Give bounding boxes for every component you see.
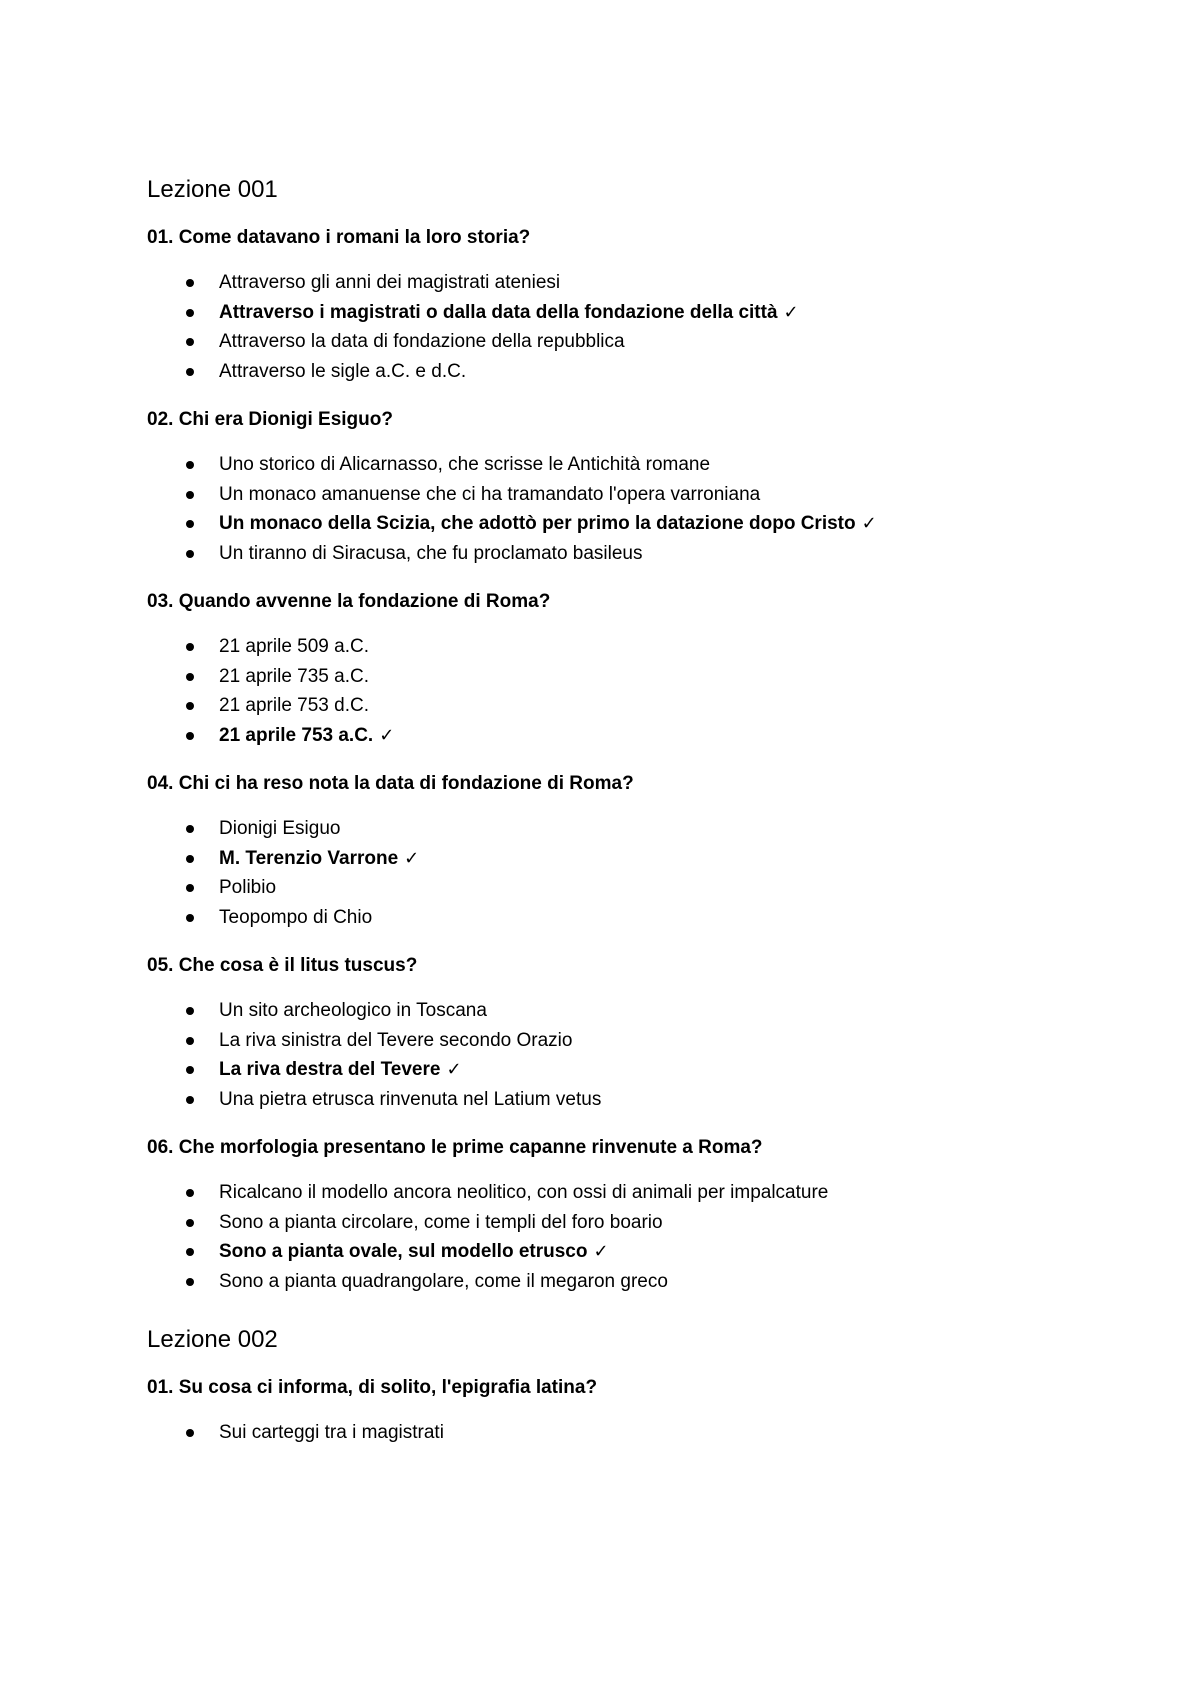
- answer-item: [147, 873, 1127, 903]
- answer-item-correct: [147, 1237, 1127, 1267]
- bullet-icon: [186, 1007, 194, 1015]
- answer-list: [147, 450, 1127, 568]
- answer-text: Attraverso la data di fondazione della repubblica: [219, 331, 625, 352]
- answer-text: M. Terenzio Varrone: [219, 847, 399, 869]
- answer-text: 21 aprile 753 d.C.: [219, 695, 369, 716]
- answer-list: [147, 1178, 1127, 1296]
- bullet-icon: [186, 309, 194, 317]
- checkmark-icon: ✓: [404, 847, 420, 869]
- bullet-icon: [186, 338, 194, 346]
- checkmark-icon: ✓: [379, 724, 395, 746]
- bullet-icon: [186, 550, 194, 558]
- answer-text: Sono a pianta circolare, come i templi del foro boario: [219, 1211, 663, 1233]
- answer-text: Attraverso i magistrati o dalla data della fondazione della città: [219, 301, 778, 323]
- question-title: 02. Chi era Dionigi Esiguo?: [147, 409, 393, 430]
- answer-item: [147, 1208, 1127, 1238]
- checkmark-icon: ✓: [861, 513, 877, 534]
- checkmark-icon: ✓: [783, 301, 799, 323]
- answer-text: Attraverso le sigle a.C. e d.C.: [219, 360, 467, 382]
- answer-item-correct: [147, 1055, 1127, 1085]
- question-block: [147, 224, 1127, 386]
- question-title: 06. Che morfologia presentano le prime capanne rinvenute a Roma?: [147, 1137, 763, 1158]
- bullet-icon: [186, 825, 194, 833]
- bullet-icon: [186, 368, 194, 376]
- bullet-icon: [186, 1248, 194, 1256]
- answer-item: [147, 1418, 1127, 1448]
- answer-text: Sono a pianta ovale, sul modello etrusco: [219, 1241, 588, 1262]
- bullet-icon: [186, 279, 194, 287]
- answer-text: 21 aprile 509 a.C.: [219, 636, 369, 657]
- bullet-icon: [186, 491, 194, 499]
- answer-list: [147, 632, 1127, 750]
- answer-text: La riva destra del Tevere: [219, 1059, 441, 1080]
- bullet-icon: [186, 1429, 194, 1437]
- answer-item: [147, 327, 1127, 357]
- answer-text: 21 aprile 753 a.C.: [219, 724, 374, 746]
- document-body: [147, 170, 1127, 1468]
- answer-text: Dionigi Esiguo: [219, 818, 341, 839]
- answer-item-correct: [147, 844, 1127, 874]
- bullet-icon: [186, 461, 194, 469]
- answer-item: [147, 691, 1127, 721]
- answer-list: [147, 268, 1127, 386]
- bullet-icon: [186, 732, 194, 740]
- question-title: 01. Su cosa ci informa, di solito, l'epigrafia latina?: [147, 1377, 598, 1398]
- answer-text: La riva sinistra del Tevere secondo Orazio: [219, 1029, 573, 1051]
- question-block: [147, 952, 1127, 1114]
- answer-item: [147, 539, 1127, 569]
- answer-item: [147, 1026, 1127, 1056]
- question-title: 01. Come datavano i romani la loro storia?: [147, 227, 531, 248]
- question-block: [147, 770, 1127, 932]
- checkmark-icon: ✓: [446, 1059, 462, 1080]
- bullet-icon: [186, 914, 194, 922]
- answer-item: [147, 450, 1127, 480]
- question-block: [147, 588, 1127, 750]
- bullet-icon: [186, 1278, 194, 1286]
- answer-item: [147, 1267, 1127, 1297]
- bullet-icon: [186, 1219, 194, 1227]
- answer-item: [147, 1178, 1127, 1208]
- lesson-title: Lezione 001: [147, 176, 278, 203]
- question-block: [147, 1134, 1127, 1296]
- answer-item-correct: [147, 298, 1127, 328]
- answer-text: Una pietra etrusca rinvenuta nel Latium vetus: [219, 1088, 602, 1110]
- checkmark-icon: ✓: [593, 1241, 609, 1262]
- bullet-icon: [186, 1037, 194, 1045]
- question-block: [147, 1374, 1127, 1448]
- question-block: [147, 406, 1127, 568]
- answer-item: [147, 632, 1127, 662]
- answer-item: [147, 903, 1127, 933]
- answer-text: Uno storico di Alicarnasso, che scrisse le Antichità romane: [219, 454, 711, 475]
- question-title: 05. Che cosa è il litus tuscus?: [147, 955, 418, 976]
- question-title: 04. Chi ci ha reso nota la data di fondazione di Roma?: [147, 773, 634, 794]
- answer-text: Un monaco della Scizia, che adottò per primo la datazione dopo Cristo: [219, 513, 856, 534]
- bullet-icon: [186, 520, 194, 528]
- answer-text: Sono a pianta quadrangolare, come il megaron greco: [219, 1270, 668, 1292]
- bullet-icon: [186, 643, 194, 651]
- answer-text: Un sito archeologico in Toscana: [219, 1000, 487, 1021]
- answer-text: Teopompo di Chio: [219, 906, 373, 928]
- question-title: 03. Quando avvenne la fondazione di Roma?: [147, 591, 551, 612]
- bullet-icon: [186, 855, 194, 863]
- answer-item: [147, 814, 1127, 844]
- answer-item-correct: [147, 509, 1127, 539]
- answer-item: [147, 357, 1127, 387]
- answer-text: Un tiranno di Siracusa, che fu proclamato basileus: [219, 542, 643, 564]
- lesson-section: [147, 1320, 1127, 1448]
- answer-list: [147, 996, 1127, 1114]
- answer-item: [147, 996, 1127, 1026]
- answer-text: Un monaco amanuense che ci ha tramandato l'opera varroniana: [219, 483, 761, 505]
- bullet-icon: [186, 673, 194, 681]
- answer-item-correct: [147, 721, 1127, 751]
- answer-list: [147, 814, 1127, 932]
- answer-text: Polibio: [219, 877, 277, 898]
- bullet-icon: [186, 884, 194, 892]
- answer-text: 21 aprile 735 a.C.: [219, 665, 369, 687]
- answer-text: Ricalcano il modello ancora neolitico, con ossi di animali per impalcature: [219, 1182, 829, 1203]
- lesson-section: [147, 170, 1127, 1296]
- answer-item: [147, 268, 1127, 298]
- bullet-icon: [186, 1096, 194, 1104]
- answer-item: [147, 480, 1127, 510]
- bullet-icon: [186, 1189, 194, 1197]
- answer-item: [147, 662, 1127, 692]
- bullet-icon: [186, 1066, 194, 1074]
- answer-text: Attraverso gli anni dei magistrati ateniesi: [219, 272, 561, 293]
- answer-text: Sui carteggi tra i magistrati: [219, 1422, 444, 1443]
- lesson-title: Lezione 002: [147, 1326, 278, 1353]
- answer-list: [147, 1418, 1127, 1448]
- bullet-icon: [186, 702, 194, 710]
- answer-item: [147, 1085, 1127, 1115]
